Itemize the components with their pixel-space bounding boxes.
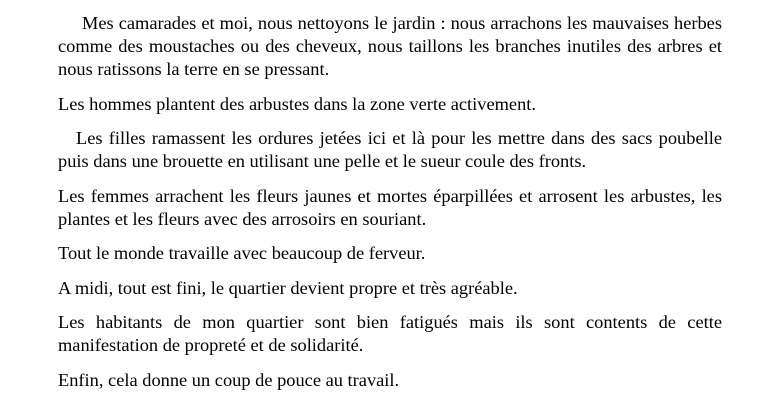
paragraph-men-planting: Les hommes plantent des arbustes dans la zone verte activement. (58, 93, 536, 114)
paragraph-noon-finished: A midi, tout est fini, le quartier devient propre et très agréable. (58, 277, 518, 298)
paragraph-girls-collecting: Les filles ramassent les ordures jetées ici et là pour les mettre dans des sacs poubelle puis dans une brouette en utilisant une pelle et le sueur coule des fronts. (58, 128, 722, 171)
paragraph-everyone-working: Tout le monde travaille avec beaucoup de ferveur. (58, 243, 426, 263)
paragraph-residents-content: Les habitants de mon quartier sont bien fatigués mais ils sont contents de cette manifestation de propreté et de solidarité. (58, 312, 722, 355)
paragraph-cut-off: Enfin, cela donne un coup de pouce au travail. (58, 369, 400, 390)
paragraph-women-watering: Les femmes arrachent les fleurs jaunes et mortes éparpillées et arrosent les arbustes, les plantes et les fleurs avec des arrosoirs en souriant. (58, 185, 722, 229)
document-page (58, 12, 722, 392)
paragraph-garden-cleaning: Mes camarades et moi, nous nettoyons le jardin : nous arrachons les mauvaises herbes comme des moustaches ou des cheveux, nous taillons les branches inutiles des arbres et nous ratissons la terre en se pressant. (58, 13, 722, 79)
